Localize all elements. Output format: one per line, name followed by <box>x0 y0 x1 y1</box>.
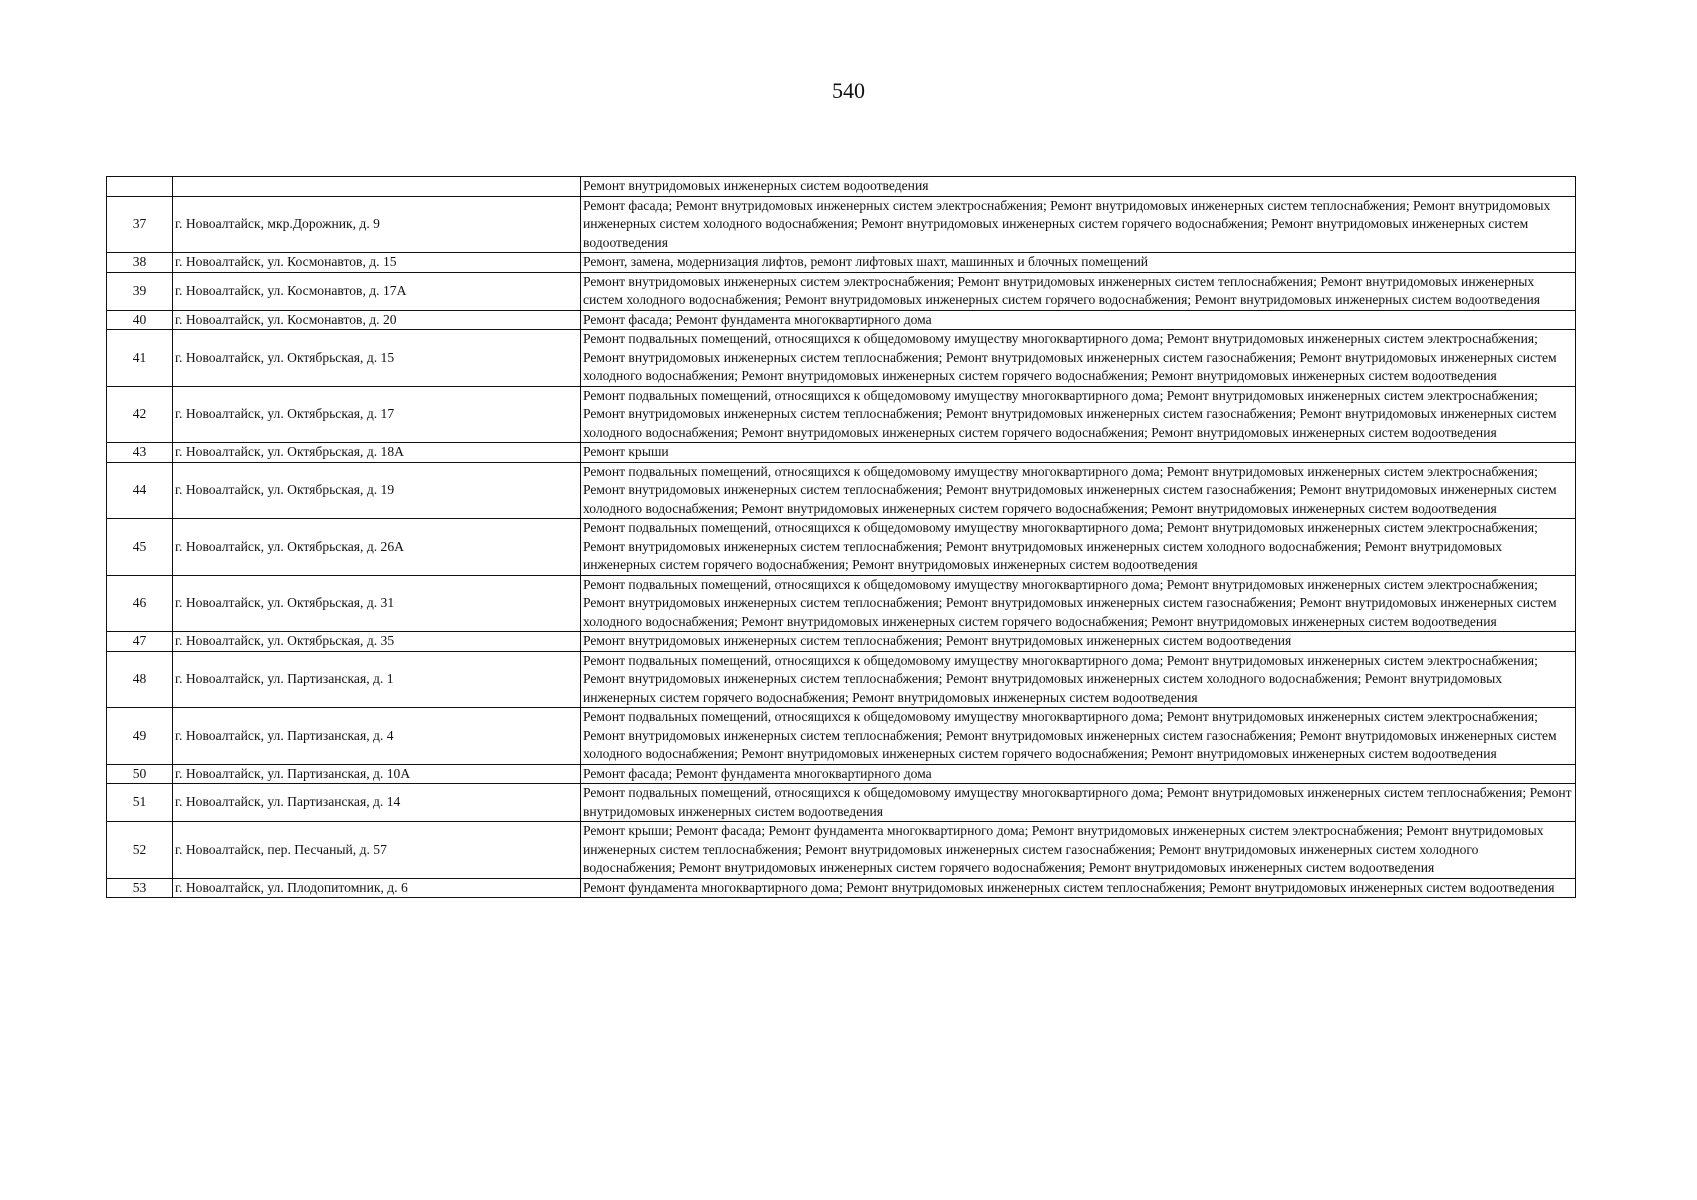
table-row <box>107 272 1576 310</box>
works-cell: Ремонт внутридомовых инженерных систем теплоснабжения; Ремонт внутридомовых инженерных систем водоотведения <box>581 632 1576 652</box>
address-cell: г. Новоалтайск, ул. Октябрьская, д. 19 <box>173 462 581 519</box>
table-row <box>107 632 1576 652</box>
address-cell: г. Новоалтайск, ул. Космонавтов, д. 17А <box>173 272 581 310</box>
row-number-cell: 39 <box>107 272 173 310</box>
works-cell: Ремонт фасада; Ремонт фундамента многоквартирного дома <box>581 764 1576 784</box>
row-number-cell: 44 <box>107 462 173 519</box>
address-cell: г. Новоалтайск, пер. Песчаный, д. 57 <box>173 822 581 879</box>
row-number-cell: 37 <box>107 196 173 253</box>
page-number: 540 <box>832 78 865 103</box>
table-row <box>107 708 1576 765</box>
table-row <box>107 822 1576 879</box>
address-cell: г. Новоалтайск, ул. Октябрьская, д. 31 <box>173 575 581 632</box>
repair-schedule-table <box>106 176 1576 898</box>
address-cell: г. Новоалтайск, ул. Октябрьская, д. 18А <box>173 443 581 463</box>
works-cell: Ремонт подвальных помещений, относящихся к общедомовому имуществу многоквартирного дома; Ремонт внутридомовых инженерных систем электроснабжения; Ремонт внутридомовых инженерных систем теплоснабжения; Ремонт внутридомовых инженерных систем газоснабжения; Ремонт внутридомовых инженерных систем холодного водоснабжения; Ремонт внутридомовых инженерных систем горячего водоснабжения; Ремонт внутридомовых инженерных систем водоотведения <box>581 330 1576 387</box>
address-cell: г. Новоалтайск, ул. Плодопитомник, д. 6 <box>173 878 581 898</box>
row-number-cell: 52 <box>107 822 173 879</box>
row-number-cell: 46 <box>107 575 173 632</box>
table-row <box>107 443 1576 463</box>
row-number-cell: 45 <box>107 519 173 576</box>
works-cell: Ремонт внутридомовых инженерных систем электроснабжения; Ремонт внутридомовых инженерных систем теплоснабжения; Ремонт внутридомовых инженерных систем холодного водоснабжения; Ремонт внутридомовых инженерных систем горячего водоснабжения; Ремонт внутридомовых инженерных систем водоотведения <box>581 272 1576 310</box>
table-row <box>107 310 1576 330</box>
table-row <box>107 575 1576 632</box>
works-cell: Ремонт фасада; Ремонт фундамента многоквартирного дома <box>581 310 1576 330</box>
works-cell: Ремонт фундамента многоквартирного дома; Ремонт внутридомовых инженерных систем теплоснабжения; Ремонт внутридомовых инженерных систем водоотведения <box>581 878 1576 898</box>
works-cell: Ремонт, замена, модернизация лифтов, ремонт лифтовых шахт, машинных и блочных помещений <box>581 253 1576 273</box>
address-cell: г. Новоалтайск, ул. Октябрьская, д. 17 <box>173 386 581 443</box>
address-cell: г. Новоалтайск, мкр.Дорожник, д. 9 <box>173 196 581 253</box>
address-cell <box>173 177 581 197</box>
works-cell: Ремонт подвальных помещений, относящихся к общедомовому имуществу многоквартирного дома; Ремонт внутридомовых инженерных систем теплоснабжения; Ремонт внутридомовых инженерных систем водоотведения <box>581 784 1576 822</box>
row-number-cell: 40 <box>107 310 173 330</box>
works-cell: Ремонт подвальных помещений, относящихся к общедомовому имуществу многоквартирного дома; Ремонт внутридомовых инженерных систем электроснабжения; Ремонт внутридомовых инженерных систем теплоснабжения; Ремонт внутридомовых инженерных систем холодного водоснабжения; Ремонт внутридомовых инженерных систем горячего водоснабжения; Ремонт внутридомовых инженерных систем водоотведения <box>581 651 1576 708</box>
works-cell: Ремонт крыши; Ремонт фасада; Ремонт фундамента многоквартирного дома; Ремонт внутридомовых инженерных систем электроснабжения; Ремонт внутридомовых инженерных систем теплоснабжения; Ремонт внутридомовых инженерных систем газоснабжения; Ремонт внутридомовых инженерных систем холодного водоснабжения; Ремонт внутридомовых инженерных систем горячего водоснабжения; Ремонт внутридомовых инженерных систем водоотведения <box>581 822 1576 879</box>
row-number-cell: 48 <box>107 651 173 708</box>
address-cell: г. Новоалтайск, ул. Октябрьская, д. 35 <box>173 632 581 652</box>
address-cell: г. Новоалтайск, ул. Октябрьская, д. 15 <box>173 330 581 387</box>
address-cell: г. Новоалтайск, ул. Октябрьская, д. 26А <box>173 519 581 576</box>
address-cell: г. Новоалтайск, ул. Космонавтов, д. 20 <box>173 310 581 330</box>
address-cell: г. Новоалтайск, ул. Партизанская, д. 10А <box>173 764 581 784</box>
works-cell: Ремонт подвальных помещений, относящихся к общедомовому имуществу многоквартирного дома; Ремонт внутридомовых инженерных систем электроснабжения; Ремонт внутридомовых инженерных систем теплоснабжения; Ремонт внутридомовых инженерных систем газоснабжения; Ремонт внутридомовых инженерных систем холодного водоснабжения; Ремонт внутридомовых инженерных систем горячего водоснабжения; Ремонт внутридомовых инженерных систем водоотведения <box>581 708 1576 765</box>
table-row <box>107 462 1576 519</box>
table-row <box>107 177 1576 197</box>
row-number-cell: 42 <box>107 386 173 443</box>
works-cell: Ремонт подвальных помещений, относящихся к общедомовому имуществу многоквартирного дома; Ремонт внутридомовых инженерных систем электроснабжения; Ремонт внутридомовых инженерных систем теплоснабжения; Ремонт внутридомовых инженерных систем газоснабжения; Ремонт внутридомовых инженерных систем холодного водоснабжения; Ремонт внутридомовых инженерных систем горячего водоснабжения; Ремонт внутридомовых инженерных систем водоотведения <box>581 462 1576 519</box>
works-cell: Ремонт подвальных помещений, относящихся к общедомовому имуществу многоквартирного дома; Ремонт внутридомовых инженерных систем электроснабжения; Ремонт внутридомовых инженерных систем теплоснабжения; Ремонт внутридомовых инженерных систем холодного водоснабжения; Ремонт внутридомовых инженерных систем горячего водоснабжения; Ремонт внутридомовых инженерных систем водоотведения <box>581 519 1576 576</box>
works-cell: Ремонт внутридомовых инженерных систем водоотведения <box>581 177 1576 197</box>
table-body <box>107 177 1576 898</box>
row-number-cell: 43 <box>107 443 173 463</box>
works-cell: Ремонт подвальных помещений, относящихся к общедомовому имуществу многоквартирного дома; Ремонт внутридомовых инженерных систем электроснабжения; Ремонт внутридомовых инженерных систем теплоснабжения; Ремонт внутридомовых инженерных систем газоснабжения; Ремонт внутридомовых инженерных систем холодного водоснабжения; Ремонт внутридомовых инженерных систем горячего водоснабжения; Ремонт внутридомовых инженерных систем водоотведения <box>581 575 1576 632</box>
row-number-cell: 47 <box>107 632 173 652</box>
works-cell: Ремонт подвальных помещений, относящихся к общедомовому имуществу многоквартирного дома; Ремонт внутридомовых инженерных систем электроснабжения; Ремонт внутридомовых инженерных систем теплоснабжения; Ремонт внутридомовых инженерных систем газоснабжения; Ремонт внутридомовых инженерных систем холодного водоснабжения; Ремонт внутридомовых инженерных систем горячего водоснабжения; Ремонт внутридомовых инженерных систем водоотведения <box>581 386 1576 443</box>
table-row <box>107 784 1576 822</box>
row-number-cell: 41 <box>107 330 173 387</box>
table-row <box>107 196 1576 253</box>
row-number-cell: 53 <box>107 878 173 898</box>
row-number-cell: 38 <box>107 253 173 273</box>
table-row <box>107 330 1576 387</box>
address-cell: г. Новоалтайск, ул. Партизанская, д. 14 <box>173 784 581 822</box>
address-cell: г. Новоалтайск, ул. Партизанская, д. 1 <box>173 651 581 708</box>
table-row <box>107 651 1576 708</box>
table-row <box>107 764 1576 784</box>
address-cell: г. Новоалтайск, ул. Партизанская, д. 4 <box>173 708 581 765</box>
table-row <box>107 519 1576 576</box>
table-row <box>107 386 1576 443</box>
row-number-cell: 50 <box>107 764 173 784</box>
row-number-cell <box>107 177 173 197</box>
works-cell: Ремонт фасада; Ремонт внутридомовых инженерных систем электроснабжения; Ремонт внутридомовых инженерных систем теплоснабжения; Ремонт внутридомовых инженерных систем холодного водоснабжения; Ремонт внутридомовых инженерных систем горячего водоснабжения; Ремонт внутридомовых инженерных систем водоотведения <box>581 196 1576 253</box>
row-number-cell: 49 <box>107 708 173 765</box>
table-row <box>107 253 1576 273</box>
row-number-cell: 51 <box>107 784 173 822</box>
address-cell: г. Новоалтайск, ул. Космонавтов, д. 15 <box>173 253 581 273</box>
works-cell: Ремонт крыши <box>581 443 1576 463</box>
table-row <box>107 878 1576 898</box>
